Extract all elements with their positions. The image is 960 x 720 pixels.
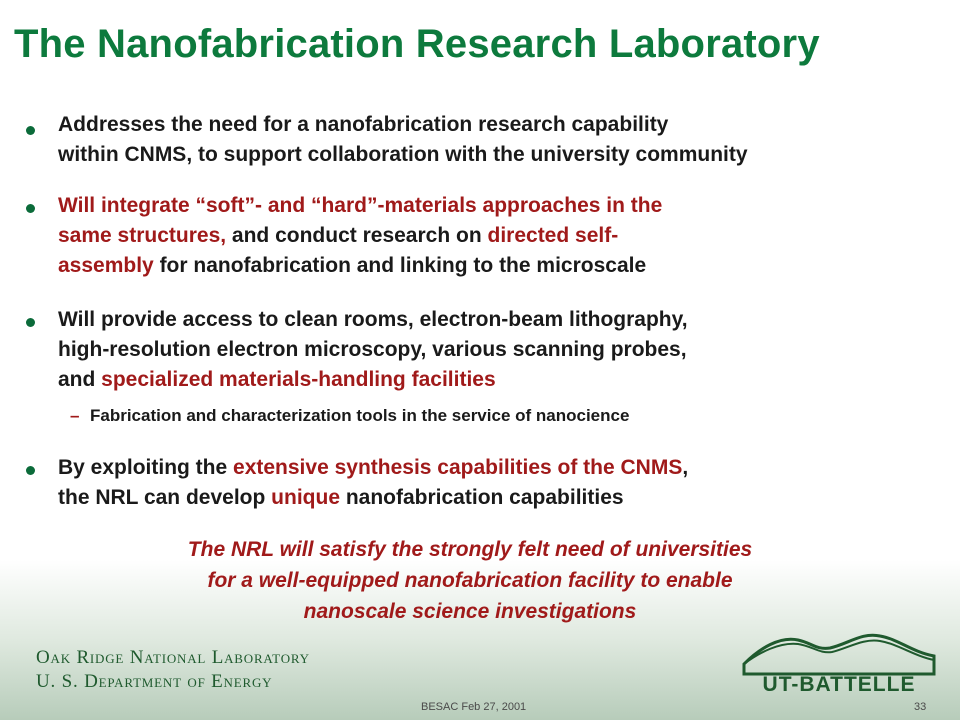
highlight-text: unique: [271, 486, 340, 509]
bullet-dot-2: [26, 204, 35, 213]
ut-battelle-logo: [740, 630, 940, 692]
bullet-line: [58, 453, 688, 483]
bullet-line: [58, 483, 688, 513]
conclusion-line-2: for a well-equipped nanofabrication facility to enable: [207, 569, 733, 592]
highlight-text: extensive synthesis capabilities of the CNMS: [233, 456, 683, 479]
highlight-text: Will integrate “soft”- and “hard”-materials approaches in the: [58, 194, 663, 217]
bullet-line: [58, 191, 662, 221]
bullet-dot-4: [26, 466, 35, 475]
bullet-3: [58, 305, 688, 395]
body-text: and conduct research on: [226, 224, 488, 247]
body-text: within CNMS, to support collaboration with the university community: [58, 143, 748, 166]
bullet-line: [58, 221, 662, 251]
bullet-line: [58, 305, 688, 335]
dash-icon: –: [70, 406, 80, 425]
bullet-dot-3: [26, 318, 35, 327]
highlight-text: assembly: [58, 254, 154, 277]
highlight-text: specialized materials-handling facilities: [101, 368, 496, 391]
bullet-2: [58, 191, 662, 281]
body-text: Addresses the need for a nanofabrication research capability: [58, 113, 669, 136]
body-text: high-resolution electron microscopy, various scanning probes,: [58, 338, 687, 361]
page-number: 33: [914, 701, 927, 713]
footer-date: BESAC Feb 27, 2001: [421, 701, 527, 713]
sub-bullet-text: Fabrication and characterization tools in the service of nanocience: [90, 406, 630, 425]
body-text: ,: [682, 456, 689, 479]
body-text: nanofabrication capabilities: [340, 486, 624, 509]
ornl-line-2: U. S. Department of Energy: [36, 671, 273, 692]
body-text: Will provide access to clean rooms, electron-beam lithography,: [58, 308, 688, 331]
ornl-logo-text: [36, 646, 310, 694]
body-text: and: [58, 368, 102, 391]
body-text: for nanofabrication and linking to the microscale: [153, 254, 647, 277]
highlight-text: same structures,: [58, 224, 227, 247]
bullet-line: [58, 365, 688, 395]
ornl-line-1: Oak Ridge National Laboratory: [36, 647, 310, 668]
bullet-line: [58, 251, 662, 281]
bullet-line: [58, 110, 748, 140]
conclusion-text: [60, 534, 880, 627]
bullet-1: [58, 110, 748, 170]
body-text: By exploiting the: [58, 456, 234, 479]
conclusion-line-1: The NRL will satisfy the strongly felt need of universities: [187, 538, 753, 561]
logo-text: UT-BATTELLE: [762, 673, 916, 692]
conclusion-line-3: nanoscale science investigations: [303, 600, 637, 623]
bullet-dot-1: [26, 126, 35, 135]
bullet-line: [58, 335, 688, 365]
highlight-text: directed self-: [487, 224, 619, 247]
body-text: the NRL can develop: [58, 486, 272, 509]
bullet-4: [58, 453, 688, 513]
sub-bullet: [70, 406, 629, 426]
slide-title: The Nanofabrication Research Laboratory: [14, 22, 820, 66]
bullet-line: [58, 140, 748, 170]
